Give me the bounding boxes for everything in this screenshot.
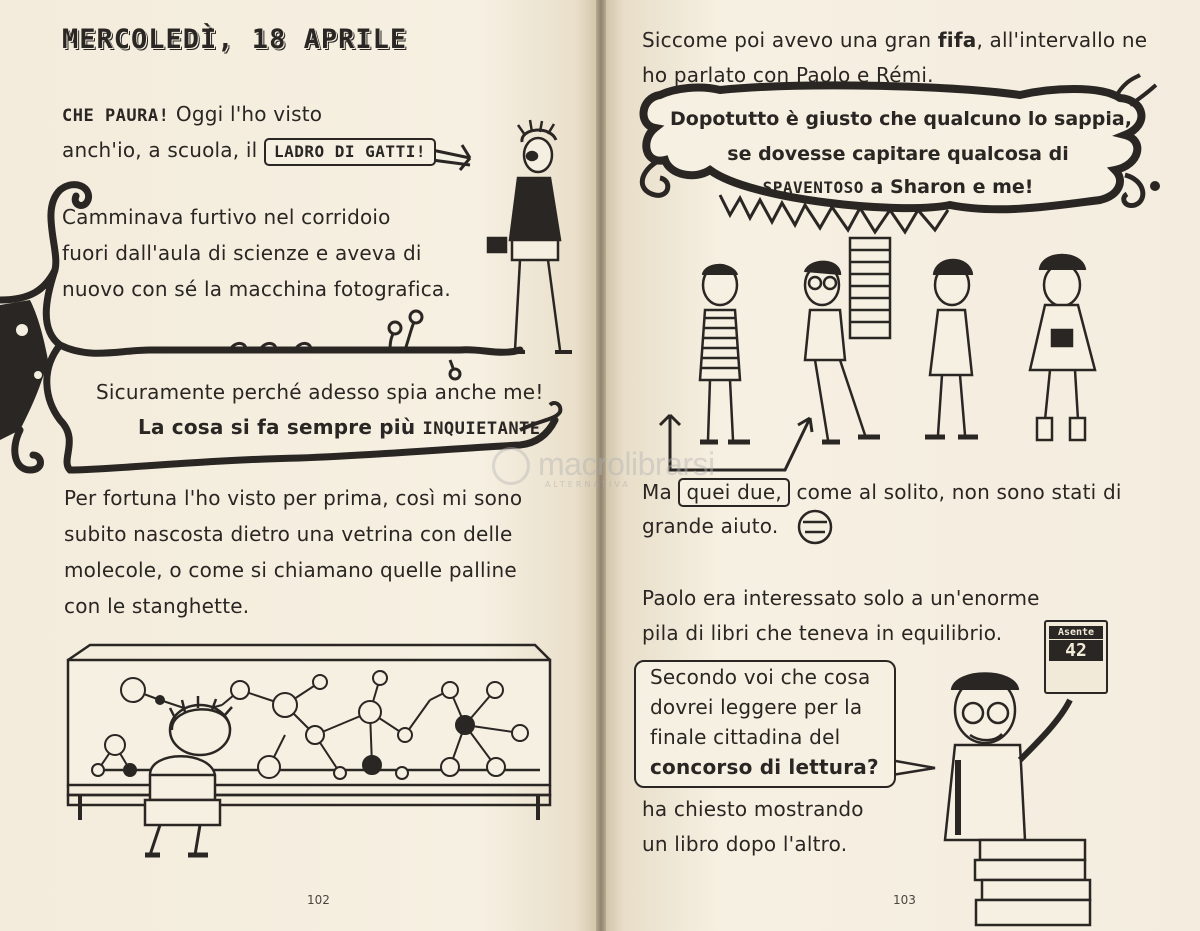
bubble-curl (1124, 175, 1143, 206)
tree-trunk (0, 300, 48, 440)
exclamation: CHE PAURA! (62, 106, 170, 126)
diary-date-heading: MERCOLEDÌ, 18 APRILE (62, 24, 408, 55)
kid-paolo-with-books (805, 238, 890, 442)
paragraph-line (62, 102, 322, 127)
neutral-face-icon (799, 511, 831, 543)
kid-girl-twirling (925, 260, 978, 437)
book-number: 42 (1049, 640, 1103, 661)
watermark-logo-icon (492, 447, 530, 485)
paragraph-line: molecole, o come si chiamano quelle palline (64, 558, 517, 582)
page-number: 103 (893, 893, 916, 907)
book-title: Asente (1049, 626, 1103, 639)
paragraph-line: ho parlato con Paolo e Rémi. (642, 63, 934, 87)
emphasis: SPAVENTOSO (762, 178, 864, 197)
kid-sharon-with-camera (1030, 255, 1095, 440)
paragraph-line: pila di libri che teneva in equilibrio. (642, 621, 1003, 645)
thought-bubble-line: se dovesse capitare qualcosa di (727, 143, 1069, 165)
paragraph-line (642, 28, 1147, 53)
cat-thief-label: LADRO DI GATTI! (264, 138, 436, 166)
paolo-with-book-stack (945, 674, 1090, 926)
text-span: La cosa si fa sempre più (138, 415, 416, 439)
text-span: Oggi l'ho visto (175, 102, 323, 126)
watermark-text: macrolibrarsi (538, 446, 715, 482)
paragraph-line (138, 415, 551, 440)
thought-bubble-line (670, 176, 1126, 198)
boxed-phrase: quei due, (678, 478, 789, 507)
paragraph-line: fuori dall'aula di scienze e aveva di (62, 241, 422, 265)
speech-line: dovrei leggere per la (650, 695, 863, 719)
speech-line: finale cittadina del (650, 725, 841, 749)
trunk-hole (16, 324, 28, 336)
paragraph-line: un libro dopo l'altro. (642, 832, 848, 856)
text-span: Siccome poi avevo una gran (642, 28, 932, 52)
text-span: come al solito, non sono stati di (796, 480, 1122, 504)
book-cover (1044, 620, 1108, 694)
trunk-hole (34, 371, 42, 379)
paragraph-line (62, 138, 436, 166)
paragraph-line: grande aiuto. (642, 514, 779, 538)
text-span: anch'io, a scuola, il (62, 138, 258, 162)
paragraph-line: nuovo con sé la macchina fotografica. (62, 277, 451, 301)
paragraph-line: subito nascosta dietro una vetrina con delle (64, 522, 513, 546)
emphasis: fifa (937, 28, 977, 52)
eye-stalk-creature (389, 311, 460, 379)
speech-tail (890, 760, 935, 775)
kid-remi (700, 265, 750, 442)
pointer-arrow (432, 145, 470, 170)
paragraph-line: ha chiesto mostrando (642, 797, 864, 821)
paragraph-line: Camminava furtivo nel corridoio (62, 205, 391, 229)
paragraph-line: Sicuramente perché adesso spia anche me! (96, 380, 544, 404)
watermark-tagline: ALTERNATIVA (545, 480, 631, 489)
paragraph-line: Paolo era interessato solo a un'enorme (642, 586, 1040, 610)
paragraph-line: Per fortuna l'ho visto per prima, così mi sono (64, 486, 523, 510)
speech-line: concorso di lettura? (650, 755, 879, 779)
thought-bubble-line: Dopotutto è giusto che qualcuno lo sappia, (670, 108, 1132, 130)
paragraph-line: con le stanghette. (64, 594, 250, 618)
speech-line: Secondo voi che cosa (650, 665, 871, 689)
text-span: , all'intervallo ne (976, 28, 1148, 52)
cat-thief-figure (488, 120, 572, 352)
page-number: 102 (307, 893, 330, 907)
text-span: Ma (642, 480, 672, 504)
bubble-eye (1150, 181, 1160, 191)
emphasis: INQUIETANTE. (422, 419, 552, 439)
text-span: a Sharon e me! (870, 176, 1034, 198)
